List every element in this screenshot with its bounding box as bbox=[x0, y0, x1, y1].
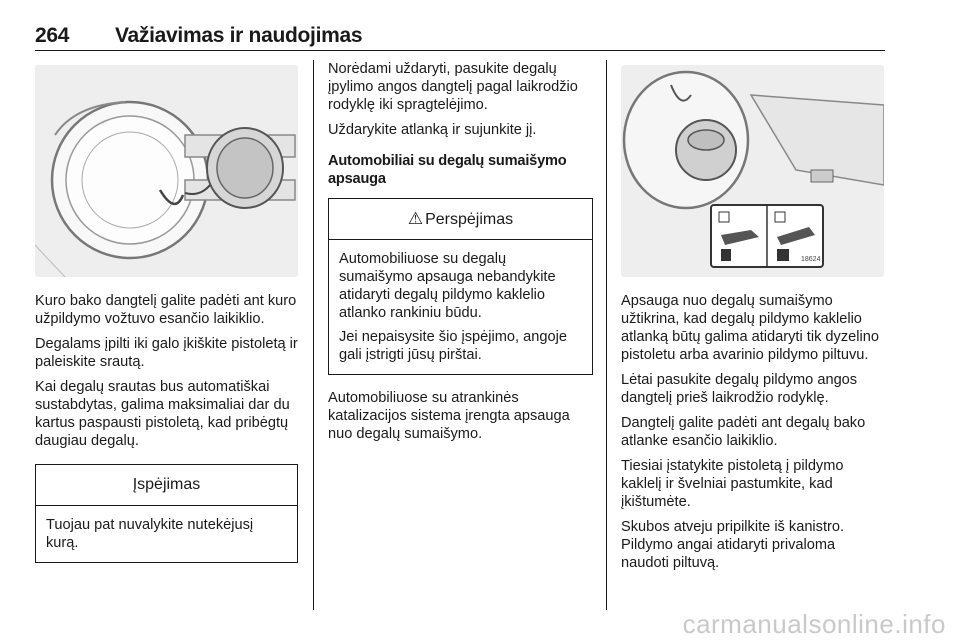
page-header bbox=[35, 24, 885, 51]
watermark: carmanualsonline.info bbox=[682, 609, 946, 639]
paragraph: Tiesiai įstatykite pistoletą į pildymo kaklelį ir švelniai pastumkite, kad įkištumėte. bbox=[621, 458, 844, 510]
column-divider-1 bbox=[313, 60, 314, 610]
paragraph: Degalams įpilti iki galo įkiškite pistoletą ir paleiskite srautą. bbox=[35, 336, 298, 370]
notice-title: Įspėjimas bbox=[36, 465, 297, 506]
column-1 bbox=[35, 60, 298, 563]
chapter-title: Važiavimas ir naudojimas bbox=[115, 24, 363, 47]
notice-box bbox=[35, 464, 298, 563]
paragraph: Dangtelį galite padėti ant degalų bako atlanke esančio laikiklio. bbox=[621, 415, 866, 449]
column-2 bbox=[328, 60, 593, 450]
warning-box bbox=[328, 198, 593, 375]
misfuel-protection-photo-icon bbox=[621, 65, 884, 277]
column-divider-2 bbox=[606, 60, 607, 610]
column-3 bbox=[621, 60, 886, 579]
warning-text: Automobiliuose su degalų sumaišymo apsauga nebandykite atidaryti degalų pildymo kaklelio atlanko rankiniu būdu. bbox=[339, 251, 556, 321]
warning-header bbox=[329, 199, 592, 240]
warning-text: Jei nepaisysite šio įspėjimo, angoje gali įstrigti jūsų pirštai. bbox=[339, 329, 567, 363]
notice-text: Tuojau pat nuvalykite nutekėjusį kurą. bbox=[46, 517, 254, 551]
figure-code: 18624 bbox=[801, 256, 821, 263]
misfuel-protection-figure bbox=[621, 65, 884, 277]
warning-triangle-icon: ⚠ bbox=[407, 209, 424, 228]
warning-title: Perspėjimas bbox=[425, 211, 514, 228]
fuel-cap-figure bbox=[35, 65, 298, 277]
paragraph: Kuro bako dangtelį galite padėti ant kuro užpildymo vožtuvo esančio laikiklio. bbox=[35, 293, 297, 327]
paragraph: Kai degalų srautas bus automatiškai sustabdytas, galima maksimaliai dar du kartus paspausti pistoletą, kad pribėgtų daugiau degalų. bbox=[35, 379, 290, 449]
paragraph: Lėtai pasukite degalų pildymo angos dangtelį prieš laikrodžio rodyklę. bbox=[621, 372, 858, 406]
paragraph: Skubos atveju pripilkite iš kanistro. Pildymo angai atidaryti privaloma naudoti piltuvą. bbox=[621, 519, 845, 571]
paragraph: Automobiliuose su atrankinės katalizacijos sistema įrengta apsauga nuo degalų sumaišymo. bbox=[328, 390, 570, 442]
paragraph: Norėdami uždaryti, pasukite degalų įpylimo angos dangtelį pagal laikrodžio rodyklę iki spragtelėjimo. bbox=[328, 61, 578, 113]
section-subheading: Automobiliai su degalų sumaišymo apsauga bbox=[328, 153, 567, 187]
page-number: 264 bbox=[35, 24, 70, 47]
fuel-cap-hanging-photo-icon bbox=[35, 65, 298, 277]
paragraph: Uždarykite atlanką ir sujunkite jį. bbox=[328, 122, 537, 138]
paragraph: Apsauga nuo degalų sumaišymo užtikrina, kad degalų pildymo kaklelio atlanką būtų galima atidaryti tik dyzelino pistoletu arba avarinio pildymo piltuvu. bbox=[621, 293, 879, 363]
